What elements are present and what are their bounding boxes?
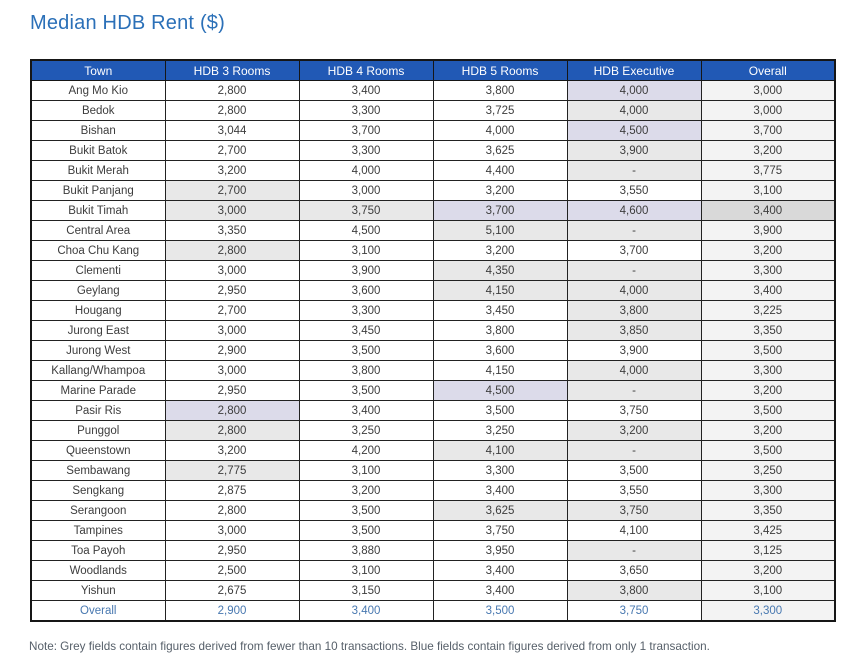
value-cell: 2,675 bbox=[165, 581, 299, 601]
table-row bbox=[31, 381, 835, 401]
value-cell: 4,350 bbox=[433, 261, 567, 281]
value-cell: 3,200 bbox=[701, 141, 835, 161]
value-cell: 3,500 bbox=[299, 381, 433, 401]
value-cell: 3,700 bbox=[433, 201, 567, 221]
table-row bbox=[31, 341, 835, 361]
value-cell: 3,000 bbox=[701, 101, 835, 121]
value-cell: 3,300 bbox=[701, 601, 835, 622]
header-row bbox=[31, 60, 835, 81]
table-row bbox=[31, 101, 835, 121]
value-cell: 3,300 bbox=[701, 481, 835, 501]
table-row bbox=[31, 241, 835, 261]
table-row bbox=[31, 501, 835, 521]
value-cell: 3,000 bbox=[165, 201, 299, 221]
value-cell: 3,500 bbox=[701, 401, 835, 421]
town-cell: Kallang/Whampoa bbox=[31, 361, 165, 381]
town-cell: Marine Parade bbox=[31, 381, 165, 401]
value-cell: 3,200 bbox=[701, 381, 835, 401]
overall-row bbox=[31, 601, 835, 622]
column-header: Overall bbox=[701, 60, 835, 81]
table-row bbox=[31, 361, 835, 381]
value-cell: 3,600 bbox=[299, 281, 433, 301]
value-cell: 4,500 bbox=[433, 381, 567, 401]
value-cell: 3,250 bbox=[299, 421, 433, 441]
value-cell: 3,750 bbox=[299, 201, 433, 221]
value-cell: 4,100 bbox=[567, 521, 701, 541]
value-cell: 3,150 bbox=[299, 581, 433, 601]
value-cell: 3,250 bbox=[701, 461, 835, 481]
value-cell: - bbox=[567, 381, 701, 401]
town-cell: Bedok bbox=[31, 101, 165, 121]
value-cell: 2,900 bbox=[165, 341, 299, 361]
value-cell: 3,000 bbox=[165, 321, 299, 341]
value-cell: 3,300 bbox=[299, 301, 433, 321]
table-row bbox=[31, 301, 835, 321]
value-cell: 3,100 bbox=[299, 561, 433, 581]
column-header: Town bbox=[31, 60, 165, 81]
value-cell: 3,500 bbox=[567, 461, 701, 481]
value-cell: 3,200 bbox=[165, 161, 299, 181]
town-cell: Pasir Ris bbox=[31, 401, 165, 421]
town-cell: Bukit Merah bbox=[31, 161, 165, 181]
table-row bbox=[31, 421, 835, 441]
value-cell: 4,500 bbox=[299, 221, 433, 241]
table-header bbox=[31, 60, 835, 81]
town-cell: Bukit Timah bbox=[31, 201, 165, 221]
value-cell: 3,500 bbox=[299, 521, 433, 541]
value-cell: 4,000 bbox=[299, 161, 433, 181]
value-cell: 3,775 bbox=[701, 161, 835, 181]
value-cell: 3,250 bbox=[433, 421, 567, 441]
value-cell: 2,800 bbox=[165, 241, 299, 261]
table-row bbox=[31, 141, 835, 161]
value-cell: 3,350 bbox=[701, 321, 835, 341]
value-cell: 3,500 bbox=[701, 341, 835, 361]
town-cell: Woodlands bbox=[31, 561, 165, 581]
value-cell: 3,500 bbox=[433, 601, 567, 622]
value-cell: 3,200 bbox=[165, 441, 299, 461]
value-cell: 2,500 bbox=[165, 561, 299, 581]
value-cell: 2,950 bbox=[165, 281, 299, 301]
value-cell: 4,000 bbox=[567, 281, 701, 301]
value-cell: - bbox=[567, 441, 701, 461]
value-cell: 3,750 bbox=[567, 601, 701, 622]
town-cell: Bukit Batok bbox=[31, 141, 165, 161]
value-cell: 3,500 bbox=[299, 341, 433, 361]
table-body bbox=[31, 81, 835, 622]
footnote: Note: Grey fields contain figures derived from fewer than 10 transactions. Blue fields contain figures derived from only 1 transaction. bbox=[29, 640, 710, 653]
value-cell: 3,125 bbox=[701, 541, 835, 561]
value-cell: 3,400 bbox=[299, 81, 433, 101]
value-cell: 3,200 bbox=[433, 241, 567, 261]
value-cell: 2,800 bbox=[165, 101, 299, 121]
value-cell: 3,800 bbox=[567, 301, 701, 321]
value-cell: 3,750 bbox=[433, 521, 567, 541]
value-cell: 3,625 bbox=[433, 501, 567, 521]
column-header: HDB 5 Rooms bbox=[433, 60, 567, 81]
table-row bbox=[31, 481, 835, 501]
value-cell: 4,200 bbox=[299, 441, 433, 461]
town-cell: Clementi bbox=[31, 261, 165, 281]
value-cell: 4,600 bbox=[567, 201, 701, 221]
town-cell: Serangoon bbox=[31, 501, 165, 521]
value-cell: 4,150 bbox=[433, 361, 567, 381]
value-cell: 3,700 bbox=[701, 121, 835, 141]
value-cell: 3,950 bbox=[433, 541, 567, 561]
town-cell: Jurong West bbox=[31, 341, 165, 361]
value-cell: 2,700 bbox=[165, 181, 299, 201]
value-cell: 3,500 bbox=[299, 501, 433, 521]
value-cell: 4,100 bbox=[433, 441, 567, 461]
value-cell: 3,400 bbox=[433, 561, 567, 581]
value-cell: 3,200 bbox=[701, 421, 835, 441]
value-cell: 2,900 bbox=[165, 601, 299, 622]
value-cell: 3,200 bbox=[299, 481, 433, 501]
value-cell: 3,000 bbox=[165, 261, 299, 281]
table-row bbox=[31, 121, 835, 141]
town-cell: Tampines bbox=[31, 521, 165, 541]
value-cell: 3,400 bbox=[433, 581, 567, 601]
town-cell: Sengkang bbox=[31, 481, 165, 501]
town-cell: Overall bbox=[31, 601, 165, 622]
value-cell: 3,800 bbox=[433, 321, 567, 341]
table-row bbox=[31, 321, 835, 341]
table-row bbox=[31, 161, 835, 181]
value-cell: 3,100 bbox=[299, 241, 433, 261]
value-cell: 3,044 bbox=[165, 121, 299, 141]
value-cell: 3,300 bbox=[299, 141, 433, 161]
value-cell: 2,800 bbox=[165, 421, 299, 441]
town-cell: Punggol bbox=[31, 421, 165, 441]
value-cell: 3,300 bbox=[433, 461, 567, 481]
value-cell: 3,400 bbox=[701, 201, 835, 221]
value-cell: 4,000 bbox=[567, 361, 701, 381]
value-cell: 2,950 bbox=[165, 541, 299, 561]
table-row bbox=[31, 401, 835, 421]
value-cell: 3,000 bbox=[701, 81, 835, 101]
value-cell: 3,350 bbox=[165, 221, 299, 241]
table-row bbox=[31, 521, 835, 541]
table-row bbox=[31, 541, 835, 561]
rent-table bbox=[30, 59, 836, 622]
table-row bbox=[31, 181, 835, 201]
table-row bbox=[31, 261, 835, 281]
value-cell: - bbox=[567, 221, 701, 241]
value-cell: 3,300 bbox=[701, 261, 835, 281]
value-cell: 3,200 bbox=[701, 241, 835, 261]
value-cell: 3,400 bbox=[299, 601, 433, 622]
value-cell: 2,775 bbox=[165, 461, 299, 481]
value-cell: 5,100 bbox=[433, 221, 567, 241]
value-cell: 3,880 bbox=[299, 541, 433, 561]
table-row bbox=[31, 201, 835, 221]
value-cell: 2,700 bbox=[165, 301, 299, 321]
value-cell: 3,725 bbox=[433, 101, 567, 121]
table-row bbox=[31, 281, 835, 301]
value-cell: 3,800 bbox=[567, 581, 701, 601]
value-cell: 3,400 bbox=[299, 401, 433, 421]
value-cell: 3,500 bbox=[433, 401, 567, 421]
value-cell: 3,750 bbox=[567, 501, 701, 521]
value-cell: 3,225 bbox=[701, 301, 835, 321]
value-cell: 3,300 bbox=[701, 361, 835, 381]
value-cell: 3,500 bbox=[701, 441, 835, 461]
town-cell: Queenstown bbox=[31, 441, 165, 461]
column-header: HDB 4 Rooms bbox=[299, 60, 433, 81]
table-row bbox=[31, 581, 835, 601]
value-cell: 3,200 bbox=[433, 181, 567, 201]
town-cell: Geylang bbox=[31, 281, 165, 301]
value-cell: 3,900 bbox=[567, 341, 701, 361]
value-cell: 4,150 bbox=[433, 281, 567, 301]
value-cell: 3,700 bbox=[299, 121, 433, 141]
value-cell: 3,200 bbox=[701, 561, 835, 581]
value-cell: 3,900 bbox=[701, 221, 835, 241]
value-cell: 3,200 bbox=[567, 421, 701, 441]
value-cell: 3,300 bbox=[299, 101, 433, 121]
town-cell: Bukit Panjang bbox=[31, 181, 165, 201]
town-cell: Bishan bbox=[31, 121, 165, 141]
value-cell: 2,800 bbox=[165, 501, 299, 521]
town-cell: Jurong East bbox=[31, 321, 165, 341]
town-cell: Choa Chu Kang bbox=[31, 241, 165, 261]
value-cell: 4,400 bbox=[433, 161, 567, 181]
value-cell: 2,950 bbox=[165, 381, 299, 401]
table-row bbox=[31, 81, 835, 101]
town-cell: Hougang bbox=[31, 301, 165, 321]
value-cell: 3,000 bbox=[165, 521, 299, 541]
town-cell: Ang Mo Kio bbox=[31, 81, 165, 101]
value-cell: 3,450 bbox=[299, 321, 433, 341]
value-cell: 3,750 bbox=[567, 401, 701, 421]
town-cell: Toa Payoh bbox=[31, 541, 165, 561]
value-cell: 3,850 bbox=[567, 321, 701, 341]
value-cell: 4,500 bbox=[567, 121, 701, 141]
value-cell: 3,900 bbox=[299, 261, 433, 281]
value-cell: 3,450 bbox=[433, 301, 567, 321]
value-cell: 3,100 bbox=[701, 181, 835, 201]
value-cell: - bbox=[567, 541, 701, 561]
value-cell: 3,650 bbox=[567, 561, 701, 581]
value-cell: 3,600 bbox=[433, 341, 567, 361]
table-row bbox=[31, 221, 835, 241]
value-cell: 3,550 bbox=[567, 181, 701, 201]
value-cell: 3,900 bbox=[567, 141, 701, 161]
value-cell: 4,000 bbox=[567, 81, 701, 101]
value-cell: 3,625 bbox=[433, 141, 567, 161]
table-row bbox=[31, 561, 835, 581]
value-cell: 3,400 bbox=[701, 281, 835, 301]
value-cell: 2,800 bbox=[165, 401, 299, 421]
value-cell: 2,800 bbox=[165, 81, 299, 101]
town-cell: Yishun bbox=[31, 581, 165, 601]
value-cell: 3,400 bbox=[433, 481, 567, 501]
value-cell: 3,100 bbox=[299, 461, 433, 481]
value-cell: 3,100 bbox=[701, 581, 835, 601]
value-cell: 3,350 bbox=[701, 501, 835, 521]
column-header: HDB 3 Rooms bbox=[165, 60, 299, 81]
value-cell: 4,000 bbox=[567, 101, 701, 121]
value-cell: 2,700 bbox=[165, 141, 299, 161]
value-cell: 3,550 bbox=[567, 481, 701, 501]
value-cell: - bbox=[567, 161, 701, 181]
page-title: Median HDB Rent ($) bbox=[30, 12, 225, 34]
table-row bbox=[31, 461, 835, 481]
value-cell: 2,875 bbox=[165, 481, 299, 501]
town-cell: Central Area bbox=[31, 221, 165, 241]
value-cell: 3,000 bbox=[165, 361, 299, 381]
value-cell: 3,000 bbox=[299, 181, 433, 201]
value-cell: 4,000 bbox=[433, 121, 567, 141]
value-cell: - bbox=[567, 261, 701, 281]
value-cell: 3,700 bbox=[567, 241, 701, 261]
column-header: HDB Executive bbox=[567, 60, 701, 81]
value-cell: 3,800 bbox=[299, 361, 433, 381]
value-cell: 3,800 bbox=[433, 81, 567, 101]
town-cell: Sembawang bbox=[31, 461, 165, 481]
value-cell: 3,425 bbox=[701, 521, 835, 541]
table-row bbox=[31, 441, 835, 461]
